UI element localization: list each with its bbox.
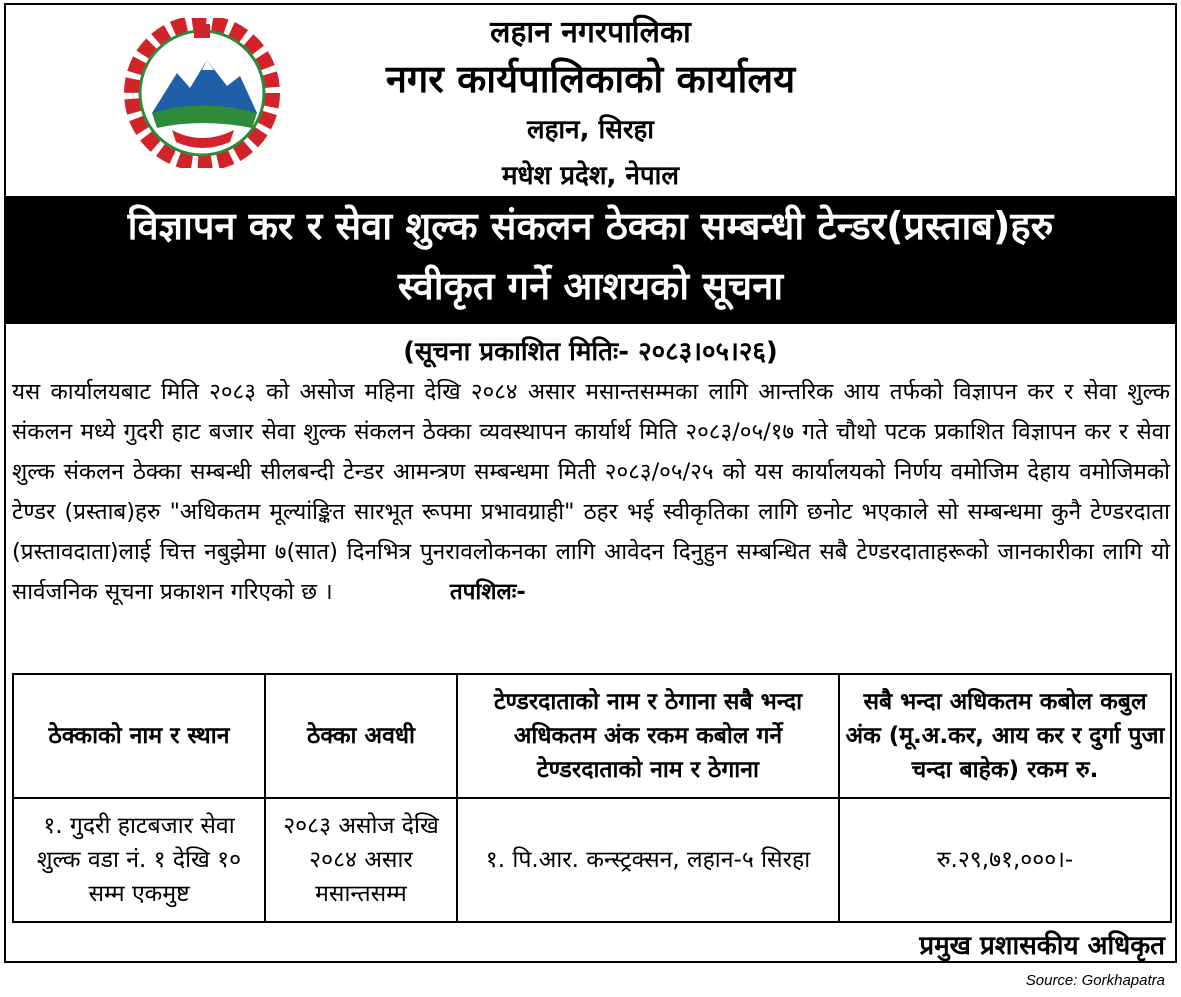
municipality-name: लहान नगरपालिका [490,15,691,50]
cell-contract: १. गुदरी हाटबजार सेवा शुल्क वडा नं. १ देखि १० सम्म एकमुष्ट [13,798,265,922]
header-bidder: टेण्डरदाताको नाम र ठेगाना सबै भन्दा अधिकतम अंक रकम कबोल गर्ने टेण्डरदाताको नाम र ठेगाना [457,674,839,798]
cell-period: २०८३ असोज देखि २०८४ असार मसान्तसम्म [265,798,457,922]
tender-table [12,673,1172,923]
office-location: लहान, सिरहा [526,115,654,145]
table-row [13,798,1171,922]
office-name: नगर कार्यपालिकाको कार्यालय [385,57,796,101]
notice-title-line-1: विज्ञापन कर र सेवा शुल्क संकलन ठेक्का सम्बन्धी टेन्डर(प्रस्ताब)हरु [127,204,1054,248]
notice-body [12,372,1170,612]
notice-title-banner [4,196,1177,324]
notice-title-line-2: स्वीकृत गर्ने आशयको सूचना [397,264,784,308]
source-credit: Source: Gorkhapatra [1025,972,1165,989]
notice-paragraph: यस कार्यालयबाट मिति २०८३ को असोज महिना देखि २०८४ असार मसान्तसम्मका लागि आन्तरिक आय तर्फको विज्ञापन कर र सेवा शुल्क संकलन मध्ये गुदरी हाट बजार सेवा शुल्क संकलन ठेक्का व्यवस्थापन कार्यार्थ मिति २०८३/०५/१७ गते चौथो पटक प्रकाशित विज्ञापन कर र सेवा शुल्क संकलन ठेक्का सम्बन्धी सीलबन्दी टेन्डर आमन्त्रण सम्बन्धमा मिती २०८३/०५/२५ को यस कार्यालयको निर्णय वमोजिम देहाय वमोजिमको टेण्डर (प्रस्ताब)हरु "अधिकतम मूल्यांङ्कित सारभूत रूपमा प्रभावग्राही" ठहर भई स्वीकृतिका लागि छनोट भएकाले सो सम्बन्धमा कुनै टेण्डरदाता (प्रस्तावदाता)लाई चित्त नबुझेमा ७(सात) दिनभित्र पुनरावलोकनका लागि आवेदन दिनुहुन सम्बन्धित सबै टेण्डरदाताहरूको जानकारीका लागि यो सार्वजनिक सूचना प्रकाशन गरिएको छ । [12,379,1170,605]
office-province: मधेश प्रदेश, नेपाल [501,161,680,191]
cell-bidder: १. पि.आर. कन्स्ट्रक्सन, लहान-५ सिरहा [457,798,839,922]
table-header-row [13,674,1171,798]
header-contract-period: ठेक्का अवधी [265,674,457,798]
header-contract-name: ठेक्काको नाम र स्थान [13,674,265,798]
publish-date: (सूचना प्रकाशित मितिः- २०८३।०५।२६) [403,337,778,367]
schedule-label: तपशिलः- [449,579,526,605]
cell-amount: रु.२९,७१,०००।- [839,798,1171,922]
header-amount: सबै भन्दा अधिकतम कबोल कबुल अंक (मू.अ.कर, आय कर र दुर्गा पुजा चन्दा बाहेक) रकम रु. [839,674,1171,798]
signatory-title: प्रमुख प्रशासकीय अधिकृत [919,931,1165,961]
